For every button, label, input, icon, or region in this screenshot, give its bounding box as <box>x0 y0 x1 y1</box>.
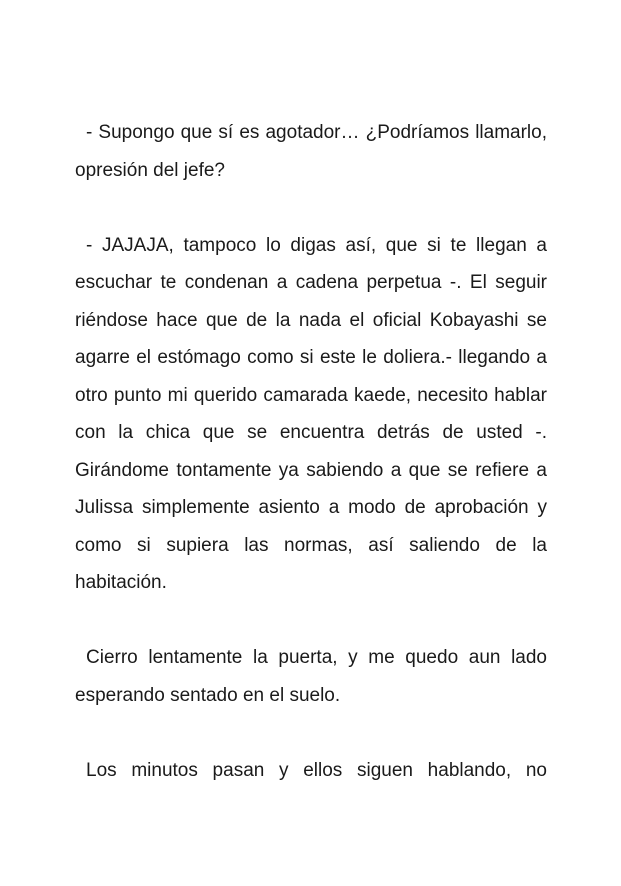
paragraph-gap <box>75 714 547 752</box>
document-page <box>75 114 547 789</box>
paragraph-narration-1: Cierro lentamente la puerta, y me quedo aun lado esperando sentado en el suelo. <box>75 647 547 706</box>
paragraph-dialogue-2: - JAJAJA, tampoco lo digas así, que si te llegan a escuchar te condenan a cadena perpetua -. El seguir riéndose hace que de la nada el oficial Kobayashi se agarre el estómago como si este le doliera.- llegando a otro punto mi querido camarada kaede, necesito hablar con la chica que se encuentra detrás de usted -. Girándome tontamente ya sabiendo a que se refiere a Julissa simplemente asiento a modo de aprobación y como si supiera las normas, así saliendo de la habitación. <box>75 234 547 593</box>
paragraph-gap <box>75 189 547 227</box>
paragraph-gap <box>75 602 547 640</box>
paragraph-narration-2: Los minutos pasan y ellos siguen hablando, no <box>86 759 547 781</box>
paragraph-dialogue-1: - Supongo que sí es agotador… ¿Podríamos llamarlo, opresión del jefe? <box>75 122 547 181</box>
